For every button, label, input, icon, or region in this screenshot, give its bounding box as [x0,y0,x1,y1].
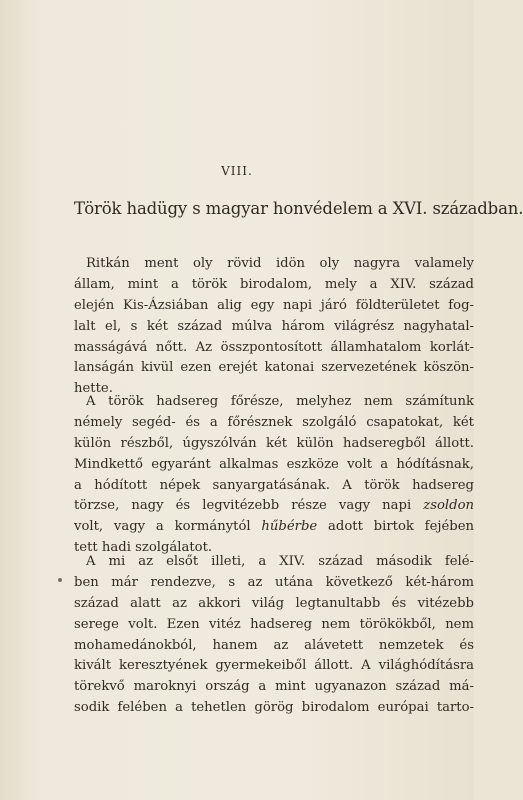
text-line: Mindkettő egyaránt alkalmas eszköze volt a hódításnak, [74,456,474,472]
text-line: masságává nőtt. Az összpontosított államhatalom korlát- [74,339,474,355]
text-line: külön részből, úgyszólván két külön hadseregből állott. [74,435,474,451]
text-line: serege volt. Ezen vitéz hadsereg nem törökökből, nem [74,616,474,632]
paragraph-1 [74,254,474,400]
text-line: törzse, nagy és legvitézebb része vagy napi zsoldon [74,498,474,514]
text-line: sodik felében a tehetlen görög birodalom európai tarto- [74,700,474,716]
text-line: törekvő maroknyi ország a mint ugyanazon század má- [74,679,474,695]
text-line: állam, mint a török birodalom, mely a XIV. század [74,276,474,292]
text-line: kivált keresztyének gyermekeiből állott. A világhódításra [74,658,474,674]
text-line: lalt el, s két század múlva három világrész nagyhatal- [74,318,474,334]
text-line: ben már rendezve, s az utána következő két-három [74,574,474,590]
text-line: lanságán kivül ezen erejét katonai szervezetének köszön- [74,360,474,376]
text-line: volt, vagy a kormánytól hűbérbe adott birtok fejében [74,519,475,535]
text-line: század alatt az akkori világ legtanultabb és vitézebb [74,595,474,611]
text-line: mohamedánokból, hanem az alávetett nemzetek és [74,637,474,653]
paragraph-3 [74,552,474,719]
text-line: Ritkán ment oly rövid idön oly nagyra valamely [86,256,474,271]
text-line: tett hadi szolgálatot. [74,540,213,556]
text-line: némely segéd- és a főrésznek szolgáló csapatokat, két [74,414,474,430]
chapter-number: VIII. [221,164,253,178]
text-line: A mi az elsőt illeti, a XIV. század második felé- [86,554,474,569]
text-line: elején Kis-Ázsiában alig egy napi járó földterületet fog- [74,297,474,313]
paragraph-2 [74,392,474,559]
chapter-title: Török hadügy s magyar honvédelem a XVI. században. [74,199,523,218]
margin-mark [58,578,62,582]
text-line: A török hadsereg főrésze, melyhez nem számítunk [86,394,474,409]
text-line: hette. [74,381,113,397]
text-line: a hódított népek sanyargatásának. A török hadsereg [74,477,474,493]
